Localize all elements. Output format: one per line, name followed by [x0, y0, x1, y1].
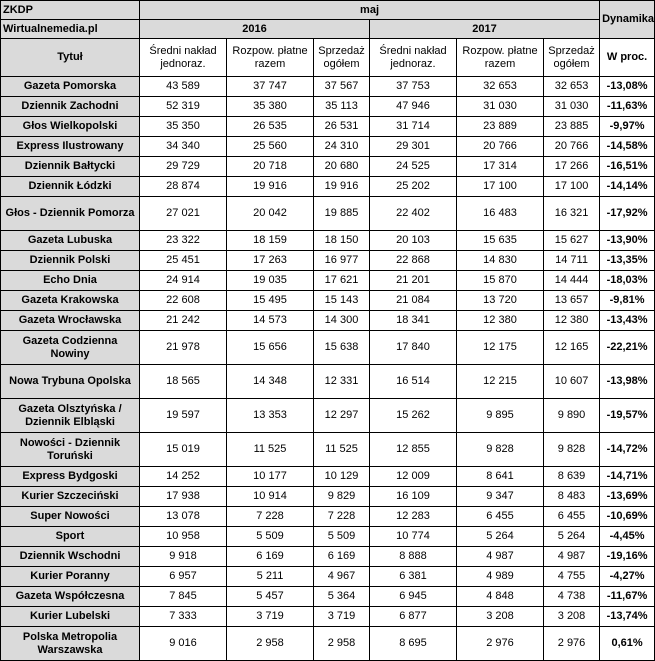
- sales-2017-cell: 5 264: [544, 527, 600, 547]
- avg-print-2016-cell: 52 319: [140, 97, 227, 117]
- paid-2017-cell: 14 830: [457, 251, 544, 271]
- col-avg-print-2017: Średni nakład jednoraz.: [370, 39, 457, 77]
- avg-print-2016-cell: 34 340: [140, 137, 227, 157]
- newspaper-title: Sport: [1, 527, 140, 547]
- sales-2016-cell: 12 331: [314, 365, 370, 399]
- paid-2017-cell: 13 720: [457, 291, 544, 311]
- paid-2017-cell: 17 314: [457, 157, 544, 177]
- paid-2016-cell: 10 914: [227, 487, 314, 507]
- avg-print-2017-cell: 10 774: [370, 527, 457, 547]
- newspaper-title: Express Bydgoski: [1, 467, 140, 487]
- paid-2017-cell: 5 264: [457, 527, 544, 547]
- paid-2016-cell: 10 177: [227, 467, 314, 487]
- col-paid-2017: Rozpow. płatne razem: [457, 39, 544, 77]
- sales-2017-cell: 8 639: [544, 467, 600, 487]
- table-row: [1, 487, 655, 507]
- table-row: [1, 231, 655, 251]
- sales-2017-cell: 2 976: [544, 627, 600, 661]
- col-title-header: Tytuł: [1, 39, 140, 77]
- dynamics-cell: -13,43%: [600, 311, 655, 331]
- paid-2016-cell: 25 560: [227, 137, 314, 157]
- col-sales-2017: Sprzedaż ogółem: [544, 39, 600, 77]
- dynamics-cell: -9,97%: [600, 117, 655, 137]
- table-row: [1, 291, 655, 311]
- newspaper-title: Nowa Trybuna Opolska: [1, 365, 140, 399]
- table-row: [1, 311, 655, 331]
- sales-2016-cell: 26 531: [314, 117, 370, 137]
- paid-2016-cell: 20 042: [227, 197, 314, 231]
- paid-2016-cell: 11 525: [227, 433, 314, 467]
- newspaper-title: Gazeta Krakowska: [1, 291, 140, 311]
- year-2017-header: 2017: [370, 20, 600, 39]
- sales-2017-cell: 10 607: [544, 365, 600, 399]
- sales-2016-cell: 35 113: [314, 97, 370, 117]
- table-row: [1, 627, 655, 661]
- dynamics-cell: -19,16%: [600, 547, 655, 567]
- paid-2016-cell: 17 263: [227, 251, 314, 271]
- dynamics-cell: -9,81%: [600, 291, 655, 311]
- dynamics-header: Dynamika: [600, 1, 655, 39]
- paid-2017-cell: 16 483: [457, 197, 544, 231]
- dynamics-cell: -13,69%: [600, 487, 655, 507]
- source-label: ZKDP: [1, 1, 140, 20]
- avg-print-2016-cell: 21 978: [140, 331, 227, 365]
- sales-2016-cell: 37 567: [314, 77, 370, 97]
- paid-2017-cell: 9 347: [457, 487, 544, 507]
- paid-2017-cell: 9 828: [457, 433, 544, 467]
- avg-print-2016-cell: 7 333: [140, 607, 227, 627]
- table-row: [1, 331, 655, 365]
- paid-2017-cell: 6 455: [457, 507, 544, 527]
- avg-print-2017-cell: 22 402: [370, 197, 457, 231]
- dynamics-cell: -13,74%: [600, 607, 655, 627]
- avg-print-2016-cell: 22 608: [140, 291, 227, 311]
- newspaper-title: Kurier Szczeciński: [1, 487, 140, 507]
- avg-print-2017-cell: 21 084: [370, 291, 457, 311]
- dynamics-cell: -13,35%: [600, 251, 655, 271]
- newspaper-title: Polska Metropolia Warszawska: [1, 627, 140, 661]
- table-row: [1, 467, 655, 487]
- table-row: [1, 137, 655, 157]
- paid-2017-cell: 12 175: [457, 331, 544, 365]
- dynamics-cell: -18,03%: [600, 271, 655, 291]
- paid-2017-cell: 23 889: [457, 117, 544, 137]
- paid-2016-cell: 3 719: [227, 607, 314, 627]
- newspaper-title: Kurier Lubelski: [1, 607, 140, 627]
- sales-2016-cell: 24 310: [314, 137, 370, 157]
- newspaper-title: Dziennik Zachodni: [1, 97, 140, 117]
- dynamics-cell: -13,90%: [600, 231, 655, 251]
- sales-2016-cell: 3 719: [314, 607, 370, 627]
- table-row: [1, 507, 655, 527]
- avg-print-2016-cell: 6 957: [140, 567, 227, 587]
- dynamics-cell: -19,57%: [600, 399, 655, 433]
- sales-2017-cell: 9 890: [544, 399, 600, 433]
- sales-2016-cell: 15 638: [314, 331, 370, 365]
- paid-2016-cell: 18 159: [227, 231, 314, 251]
- paid-2017-cell: 4 987: [457, 547, 544, 567]
- avg-print-2016-cell: 23 322: [140, 231, 227, 251]
- sales-2016-cell: 11 525: [314, 433, 370, 467]
- avg-print-2016-cell: 25 451: [140, 251, 227, 271]
- table-row: [1, 271, 655, 291]
- dynamics-cell: -11,63%: [600, 97, 655, 117]
- paid-2016-cell: 26 535: [227, 117, 314, 137]
- newspaper-title: Gazeta Olsztyńska / Dziennik Elbląski: [1, 399, 140, 433]
- sales-2017-cell: 12 165: [544, 331, 600, 365]
- sales-2017-cell: 17 100: [544, 177, 600, 197]
- sales-2017-cell: 14 444: [544, 271, 600, 291]
- paid-2017-cell: 4 848: [457, 587, 544, 607]
- col-avg-print-2016: Średni nakład jednoraz.: [140, 39, 227, 77]
- avg-print-2017-cell: 8 695: [370, 627, 457, 661]
- newspaper-title: Gazeta Codzienna Nowiny: [1, 331, 140, 365]
- avg-print-2016-cell: 13 078: [140, 507, 227, 527]
- newspaper-title: Głos - Dziennik Pomorza: [1, 197, 140, 231]
- paid-2017-cell: 20 766: [457, 137, 544, 157]
- table-row: [1, 567, 655, 587]
- newspaper-title: Dziennik Wschodni: [1, 547, 140, 567]
- paid-2016-cell: 19 916: [227, 177, 314, 197]
- avg-print-2016-cell: 14 252: [140, 467, 227, 487]
- sales-2017-cell: 4 987: [544, 547, 600, 567]
- paid-2017-cell: 2 976: [457, 627, 544, 661]
- sales-2016-cell: 2 958: [314, 627, 370, 661]
- sales-2016-cell: 16 977: [314, 251, 370, 271]
- paid-2017-cell: 15 870: [457, 271, 544, 291]
- avg-print-2017-cell: 16 109: [370, 487, 457, 507]
- newspaper-title: Kurier Poranny: [1, 567, 140, 587]
- paid-2017-cell: 8 641: [457, 467, 544, 487]
- avg-print-2016-cell: 10 958: [140, 527, 227, 547]
- sales-2016-cell: 17 621: [314, 271, 370, 291]
- header-row-columns: [1, 39, 655, 77]
- newspaper-title: Głos Wielkopolski: [1, 117, 140, 137]
- paid-2016-cell: 19 035: [227, 271, 314, 291]
- newspaper-title: Gazeta Wrocławska: [1, 311, 140, 331]
- newspaper-title: Dziennik Łódzki: [1, 177, 140, 197]
- newspaper-title: Gazeta Lubuska: [1, 231, 140, 251]
- paid-2017-cell: 12 380: [457, 311, 544, 331]
- avg-print-2017-cell: 6 381: [370, 567, 457, 587]
- avg-print-2017-cell: 21 201: [370, 271, 457, 291]
- paid-2016-cell: 13 353: [227, 399, 314, 433]
- year-2016-header: 2016: [140, 20, 370, 39]
- site-label: Wirtualnemedia.pl: [1, 20, 140, 39]
- table-row: [1, 251, 655, 271]
- paid-2017-cell: 3 208: [457, 607, 544, 627]
- avg-print-2017-cell: 25 202: [370, 177, 457, 197]
- avg-print-2016-cell: 9 918: [140, 547, 227, 567]
- sales-2017-cell: 16 321: [544, 197, 600, 231]
- avg-print-2017-cell: 12 855: [370, 433, 457, 467]
- paid-2016-cell: 20 718: [227, 157, 314, 177]
- paid-2016-cell: 37 747: [227, 77, 314, 97]
- sales-2017-cell: 12 380: [544, 311, 600, 331]
- dynamics-cell: 0,61%: [600, 627, 655, 661]
- dynamics-cell: -14,14%: [600, 177, 655, 197]
- table-row: [1, 97, 655, 117]
- paid-2017-cell: 31 030: [457, 97, 544, 117]
- dynamics-cell: -16,51%: [600, 157, 655, 177]
- dynamics-cell: -4,27%: [600, 567, 655, 587]
- avg-print-2017-cell: 12 283: [370, 507, 457, 527]
- sales-2016-cell: 18 150: [314, 231, 370, 251]
- sales-2017-cell: 20 766: [544, 137, 600, 157]
- table-row: [1, 433, 655, 467]
- dynamics-cell: -11,67%: [600, 587, 655, 607]
- dynamics-cell: -14,72%: [600, 433, 655, 467]
- avg-print-2017-cell: 24 525: [370, 157, 457, 177]
- paid-2016-cell: 35 380: [227, 97, 314, 117]
- avg-print-2017-cell: 22 868: [370, 251, 457, 271]
- table-row: [1, 587, 655, 607]
- newspaper-title: Gazeta Pomorska: [1, 77, 140, 97]
- avg-print-2017-cell: 47 946: [370, 97, 457, 117]
- avg-print-2016-cell: 21 242: [140, 311, 227, 331]
- paid-2016-cell: 5 457: [227, 587, 314, 607]
- dynamics-cell: -14,58%: [600, 137, 655, 157]
- sales-2017-cell: 14 711: [544, 251, 600, 271]
- sales-2016-cell: 10 129: [314, 467, 370, 487]
- table-row: [1, 607, 655, 627]
- sales-2016-cell: 19 916: [314, 177, 370, 197]
- paid-2017-cell: 4 989: [457, 567, 544, 587]
- sales-2017-cell: 6 455: [544, 507, 600, 527]
- table-row: [1, 527, 655, 547]
- avg-print-2016-cell: 19 597: [140, 399, 227, 433]
- paid-2016-cell: 15 495: [227, 291, 314, 311]
- avg-print-2017-cell: 16 514: [370, 365, 457, 399]
- sales-2017-cell: 4 738: [544, 587, 600, 607]
- avg-print-2016-cell: 15 019: [140, 433, 227, 467]
- sales-2017-cell: 31 030: [544, 97, 600, 117]
- paid-2016-cell: 7 228: [227, 507, 314, 527]
- dynamics-cell: -13,98%: [600, 365, 655, 399]
- avg-print-2017-cell: 12 009: [370, 467, 457, 487]
- avg-print-2016-cell: 43 589: [140, 77, 227, 97]
- avg-print-2017-cell: 8 888: [370, 547, 457, 567]
- dynamics-cell: -4,45%: [600, 527, 655, 547]
- header-row-source: [1, 1, 655, 20]
- table-row: [1, 157, 655, 177]
- avg-print-2016-cell: 35 350: [140, 117, 227, 137]
- avg-print-2016-cell: 27 021: [140, 197, 227, 231]
- dynamics-cell: -13,08%: [600, 77, 655, 97]
- paid-2016-cell: 2 958: [227, 627, 314, 661]
- table-row: [1, 117, 655, 137]
- sales-2016-cell: 15 143: [314, 291, 370, 311]
- col-paid-2016: Rozpow. płatne razem: [227, 39, 314, 77]
- avg-print-2016-cell: 28 874: [140, 177, 227, 197]
- sales-2016-cell: 12 297: [314, 399, 370, 433]
- table-row: [1, 77, 655, 97]
- dynamics-cell: -22,21%: [600, 331, 655, 365]
- sales-2017-cell: 3 208: [544, 607, 600, 627]
- newspaper-title: Express Ilustrowany: [1, 137, 140, 157]
- newspaper-title: Super Nowości: [1, 507, 140, 527]
- paid-2016-cell: 14 573: [227, 311, 314, 331]
- avg-print-2016-cell: 9 016: [140, 627, 227, 661]
- dynamics-cell: -17,92%: [600, 197, 655, 231]
- col-sales-2016: Sprzedaż ogółem: [314, 39, 370, 77]
- sales-2016-cell: 9 829: [314, 487, 370, 507]
- col-pct-header: W proc.: [600, 39, 655, 77]
- newspaper-title: Echo Dnia: [1, 271, 140, 291]
- table-row: [1, 177, 655, 197]
- sales-2017-cell: 15 627: [544, 231, 600, 251]
- sales-2016-cell: 5 364: [314, 587, 370, 607]
- avg-print-2016-cell: 18 565: [140, 365, 227, 399]
- month-header: maj: [140, 1, 600, 20]
- sales-2016-cell: 19 885: [314, 197, 370, 231]
- sales-2017-cell: 17 266: [544, 157, 600, 177]
- avg-print-2016-cell: 17 938: [140, 487, 227, 507]
- sales-2017-cell: 8 483: [544, 487, 600, 507]
- paid-2017-cell: 9 895: [457, 399, 544, 433]
- header-row-years: [1, 20, 655, 39]
- avg-print-2016-cell: 24 914: [140, 271, 227, 291]
- newspaper-title: Nowości - Dziennik Toruński: [1, 433, 140, 467]
- avg-print-2017-cell: 6 877: [370, 607, 457, 627]
- sales-2017-cell: 4 755: [544, 567, 600, 587]
- avg-print-2017-cell: 29 301: [370, 137, 457, 157]
- sales-2016-cell: 5 509: [314, 527, 370, 547]
- table-row: [1, 399, 655, 433]
- avg-print-2017-cell: 6 945: [370, 587, 457, 607]
- sales-2017-cell: 9 828: [544, 433, 600, 467]
- newspaper-title: Dziennik Bałtycki: [1, 157, 140, 177]
- sales-2016-cell: 20 680: [314, 157, 370, 177]
- table-row: [1, 197, 655, 231]
- avg-print-2017-cell: 37 753: [370, 77, 457, 97]
- avg-print-2016-cell: 7 845: [140, 587, 227, 607]
- table-row: [1, 547, 655, 567]
- sales-2017-cell: 32 653: [544, 77, 600, 97]
- paid-2017-cell: 15 635: [457, 231, 544, 251]
- newspaper-title: Gazeta Współczesna: [1, 587, 140, 607]
- paid-2016-cell: 5 211: [227, 567, 314, 587]
- avg-print-2017-cell: 15 262: [370, 399, 457, 433]
- avg-print-2016-cell: 29 729: [140, 157, 227, 177]
- paid-2016-cell: 14 348: [227, 365, 314, 399]
- sales-2017-cell: 23 885: [544, 117, 600, 137]
- sales-2017-cell: 13 657: [544, 291, 600, 311]
- sales-2016-cell: 4 967: [314, 567, 370, 587]
- dynamics-cell: -10,69%: [600, 507, 655, 527]
- avg-print-2017-cell: 31 714: [370, 117, 457, 137]
- paid-2016-cell: 5 509: [227, 527, 314, 547]
- sales-2016-cell: 14 300: [314, 311, 370, 331]
- sales-2016-cell: 6 169: [314, 547, 370, 567]
- avg-print-2017-cell: 18 341: [370, 311, 457, 331]
- sales-2016-cell: 7 228: [314, 507, 370, 527]
- paid-2017-cell: 17 100: [457, 177, 544, 197]
- paid-2017-cell: 32 653: [457, 77, 544, 97]
- avg-print-2017-cell: 20 103: [370, 231, 457, 251]
- avg-print-2017-cell: 17 840: [370, 331, 457, 365]
- newspaper-title: Dziennik Polski: [1, 251, 140, 271]
- paid-2017-cell: 12 215: [457, 365, 544, 399]
- table-row: [1, 365, 655, 399]
- dynamics-cell: -14,71%: [600, 467, 655, 487]
- paid-2016-cell: 15 656: [227, 331, 314, 365]
- paid-2016-cell: 6 169: [227, 547, 314, 567]
